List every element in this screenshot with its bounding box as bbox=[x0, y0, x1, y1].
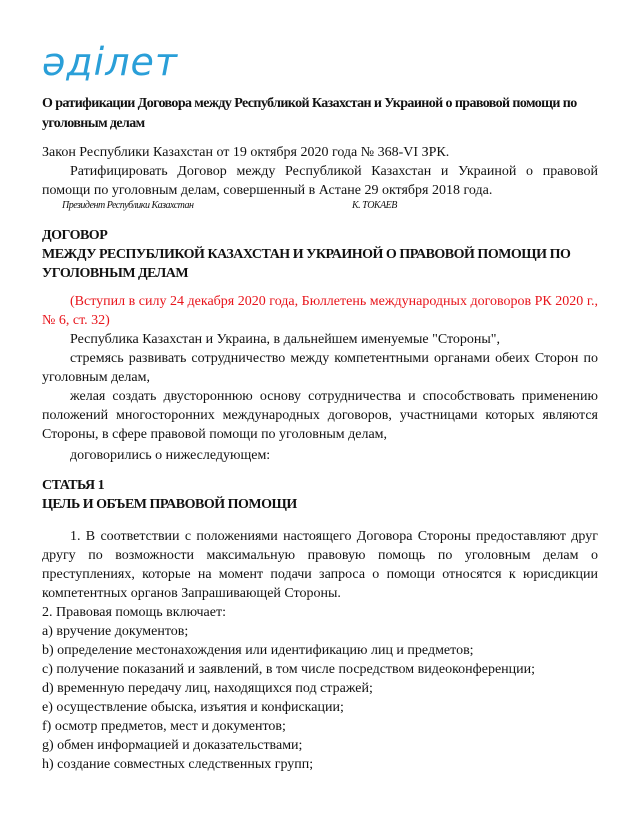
treaty-heading: ДОГОВОР bbox=[42, 228, 108, 243]
status-note: (Вступил в силу 24 декабря 2020 года, Бюллетень международных договоров РК 2020 г., № 6, ст. 32) bbox=[42, 294, 598, 328]
signature-name: К. ТОКАЕВ bbox=[352, 200, 397, 211]
preamble-2: стремясь развивать сотрудничество между компетентными органами обеих Сторон по уголовным делам, bbox=[42, 351, 598, 385]
list-item: f) осмотр предметов, мест и документов; bbox=[42, 719, 286, 734]
article-para-2: 2. Правовая помощь включает: bbox=[42, 605, 226, 620]
list-item: b) определение местонахождения или идентификацию лиц и предметов; bbox=[42, 643, 474, 658]
list-item: d) временную передачу лиц, находящихся под стражей; bbox=[42, 681, 373, 696]
signature-position: Президент Республики Казахстан bbox=[62, 200, 194, 211]
logo-text: әділет bbox=[42, 40, 179, 84]
list-item: a) вручение документов; bbox=[42, 624, 189, 639]
adilet-logo[interactable] bbox=[42, 40, 178, 84]
article-number: СТАТЬЯ 1 bbox=[42, 478, 105, 493]
list-item: e) осуществление обыска, изъятия и конфискации; bbox=[42, 700, 344, 715]
ratify-text: Ратифицировать Договор между Республикой Казахстан и Украиной о правовой помощи по уголовным делам, совершенный в Астане 29 октября 2018 года. bbox=[42, 164, 598, 198]
list-item: g) обмен информацией и доказательствами; bbox=[42, 738, 303, 753]
treaty-subheading: МЕЖДУ РЕСПУБЛИКОЙ КАЗАХСТАН И УКРАИНОЙ О ПРАВОВОЙ ПОМОЩИ ПО УГОЛОВНЫМ ДЕЛАМ bbox=[42, 247, 571, 281]
preamble-3: желая создать двустороннюю основу сотрудничества и способствовать применению положений многосторонних международных договоров, участницами которых являются Стороны, в сфере правовой помощи по уголовным делам, bbox=[42, 389, 598, 442]
article-title: ЦЕЛЬ И ОБЪЕМ ПРАВОВОЙ ПОМОЩИ bbox=[42, 497, 297, 512]
preamble-4: договорились о нижеследующем: bbox=[70, 448, 271, 463]
list-item: c) получение показаний и заявлений, в том числе посредством видеоконференции; bbox=[42, 662, 536, 677]
preamble-1: Республика Казахстан и Украина, в дальнейшем именуемые "Стороны", bbox=[70, 332, 501, 347]
document-title: О ратификации Договора между Республикой Казахстан и Украиной о правовой помощи по уголовным делам bbox=[42, 96, 577, 131]
list-item: h) создание совместных следственных групп; bbox=[42, 757, 314, 772]
article-para-1: 1. В соответствии с положениями настоящего Договора Стороны предоставляют друг другу по возможности максимальную правовую помощь по уголовным делам о преступлениях, которые на момент подачи запроса о помощи относятся к юрисдикции компетентных органов Запрашивающей Стороны. bbox=[42, 529, 598, 601]
law-reference: Закон Республики Казахстан от 19 октября 2020 года № 368-VI ЗРК. bbox=[42, 145, 450, 160]
